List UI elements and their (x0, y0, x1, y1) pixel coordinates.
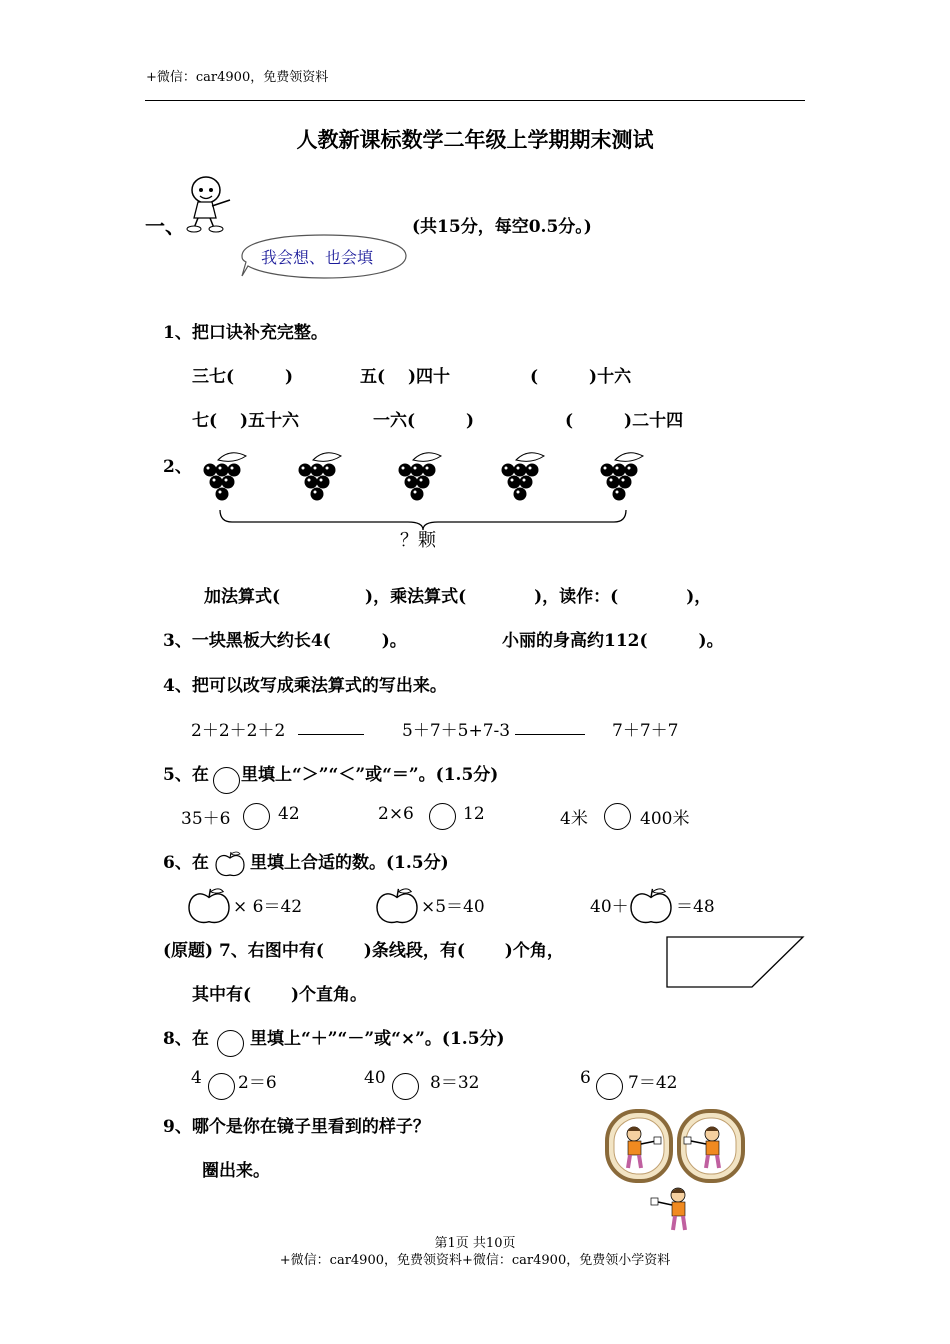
mirror-left-illustration (604, 1108, 674, 1184)
apple-icon (374, 886, 420, 926)
section-score-note: (共15分，每空0.5分。) (412, 217, 592, 237)
answer-line (298, 734, 364, 735)
q7-line-1: (原题) 7、右图中有( )条线段，有( )个角， (163, 941, 564, 961)
q1-blank-5: 一六( ) (373, 411, 475, 431)
apple-icon (628, 886, 674, 926)
trapezoid-figure (666, 936, 806, 988)
q6-item-2: ×5＝40 (421, 897, 485, 917)
q6-prefix: 6、在 (163, 853, 209, 873)
mirror-right-illustration (676, 1108, 746, 1184)
page-title: 人教新课标数学二年级上学期期末测试 (296, 127, 654, 152)
grape-bunch-icon (399, 453, 442, 501)
answer-line (515, 734, 585, 735)
section-number: 一、 (145, 214, 185, 238)
child-illustration (648, 1186, 700, 1234)
q2-number: 2、 (163, 457, 192, 477)
q5-suffix: 里填上“＞”“＜”或“＝”。(1.5分) (241, 765, 499, 785)
q8-suffix: 里填上“＋”“－”或“×”。(1.5分) (250, 1029, 505, 1049)
circle-blank (392, 1073, 419, 1100)
q5-item-left: 2×6 (378, 804, 414, 824)
q1-blank-6: ( )二十四 (565, 411, 684, 431)
q8-item-left: 4 (191, 1068, 202, 1088)
q8-item-right: 2＝6 (238, 1073, 277, 1093)
q6-item-3-after: ＝48 (676, 897, 715, 917)
q5-item-right: 400米 (640, 809, 690, 829)
q5-item-right: 12 (463, 804, 485, 824)
circle-blank (429, 803, 456, 830)
circle-blank (243, 803, 270, 830)
q1-blank-3: ( )十六 (530, 367, 632, 387)
circle-blank (208, 1073, 235, 1100)
apple-icon (186, 886, 232, 926)
grape-bunch-icon (299, 453, 342, 501)
q5-item-right: 42 (278, 804, 300, 824)
q9-prompt: 9、哪个是你在镜子里看到的样子？ (163, 1117, 430, 1137)
q2-answers: 加法算式( )，乘法算式( )，读作：( )， (204, 587, 712, 607)
q1-prompt: 1、把口诀补充完整。 (163, 323, 328, 343)
grape-bunch-icon (204, 453, 247, 501)
circle-blank (604, 803, 631, 830)
q8-item-right: 7＝42 (628, 1073, 678, 1093)
q8-item-left: 40 (364, 1068, 386, 1088)
q4-prompt: 4、把可以改写成乘法算式的写出来。 (163, 676, 447, 696)
q5-item-left: 4米 (560, 809, 588, 829)
circle-blank (213, 767, 240, 794)
q9-instruction: 圈出来。 (202, 1161, 270, 1181)
q8-prefix: 8、在 (163, 1029, 209, 1049)
q4-item-2: 5＋7＋5+7-3 (402, 721, 511, 741)
circle-blank (596, 1073, 623, 1100)
page-footer: +微信：car4900，免费领资料+微信：car4900，免费领小学资料 (279, 1253, 671, 1268)
speech-bubble-text: 我会想、也会填 (261, 248, 374, 267)
grape-bunch-icon (502, 453, 545, 501)
page-number: 第1页 共10页 (434, 1236, 516, 1251)
q6-item-1: × 6＝42 (233, 897, 303, 917)
q3-right: 小丽的身高约112( )。 (502, 631, 724, 651)
q8-item-left: 6 (580, 1068, 591, 1088)
q1-blank-4: 七( )五十六 (192, 411, 300, 431)
circle-blank (217, 1030, 244, 1057)
brace-label: ？颗 (400, 530, 436, 551)
apple-icon (214, 850, 246, 878)
q6-item-3-before: 40＋ (590, 897, 629, 917)
q4-item-3: 7＋7＋7 (612, 721, 679, 741)
q5-prefix: 5、在 (163, 765, 209, 785)
grape-bunch-icon (601, 453, 644, 501)
mascot-icon (180, 170, 236, 232)
grape-bunches (200, 448, 650, 508)
q1-blank-2: 五( )四十 (360, 367, 451, 387)
page-header: +微信：car4900，免费领资料 (146, 70, 329, 85)
header-divider (145, 100, 805, 101)
q7-line-2: 其中有( )个直角。 (192, 985, 368, 1005)
q6-suffix: 里填上合适的数。(1.5分) (250, 853, 449, 873)
q1-blank-1: 三七( ) (192, 367, 294, 387)
q8-item-right: 8＝32 (430, 1073, 480, 1093)
q4-item-1: 2＋2＋2＋2 (191, 721, 286, 741)
q5-item-left: 35＋6 (181, 809, 231, 829)
q3-left: 3、一块黑板大约长4( )。 (163, 631, 407, 651)
